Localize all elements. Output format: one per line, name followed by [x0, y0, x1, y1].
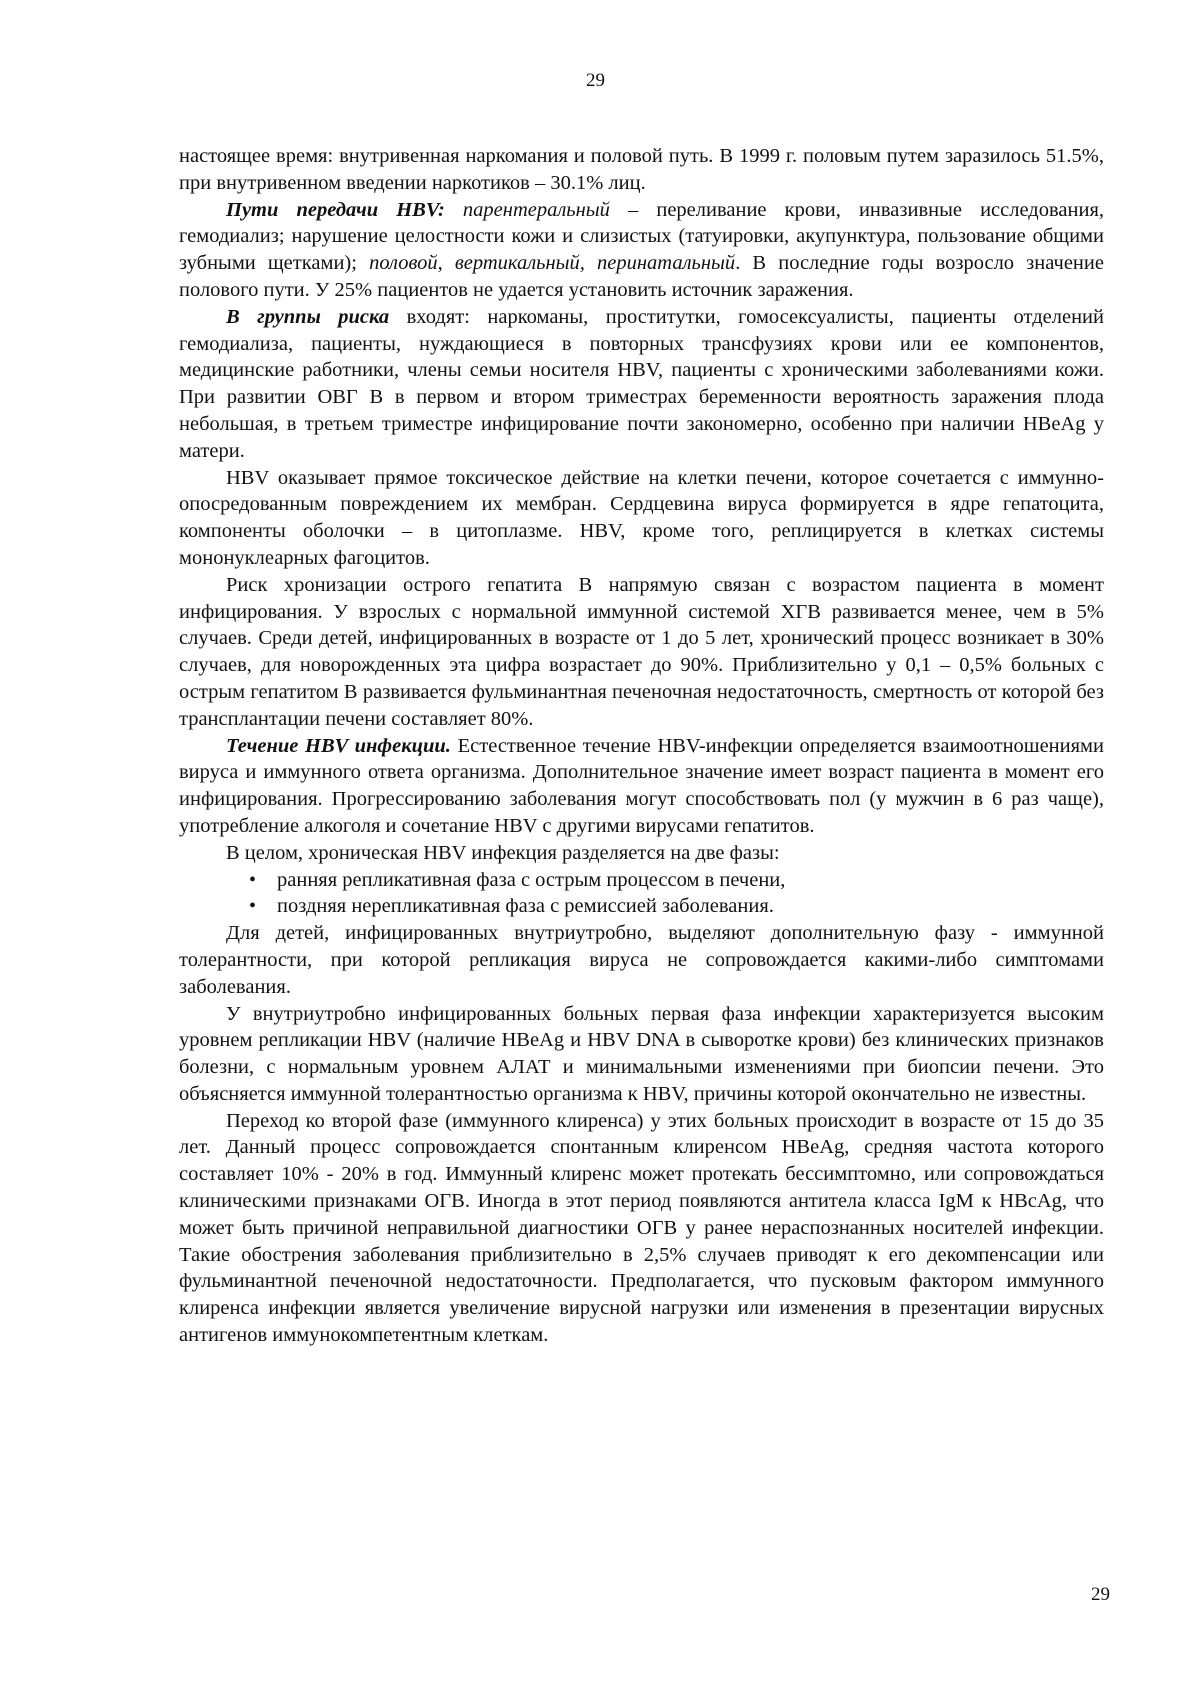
- page-body: [179, 143, 1104, 1349]
- transmission-text-2: . В последние годы возросло значение полового пути. У 25% пациентов не удается установить источник заражения.: [179, 252, 1104, 301]
- heading-transmission-routes: Пути передачи HBV:: [226, 198, 445, 221]
- page-number-top: 29: [586, 70, 605, 91]
- heading-risk-groups: В группы риска: [226, 305, 390, 328]
- term-parenteral: парентеральный: [462, 198, 610, 221]
- phases-list: [179, 867, 1104, 921]
- page-number-bottom: 29: [1091, 1584, 1110, 1605]
- paragraph-immune-tolerance: Для детей, инфицированных внутриутробно, выделяют дополнительную фазу - иммунной толерантности, при которой репликация вируса не сопровождается какими-либо симптомами заболевания.: [179, 922, 1104, 998]
- paragraph-chronization-risk: Риск хронизации острого гепатита В напрямую связан с возрастом пациента в момент инфицирования. У взрослых с нормальной иммунной системой ХГВ развивается менее, чем в 5% случаев. Среди детей, инфицированных в возрасте от 1 до 5 лет, хронический процесс возникает в 30% случаев, для новорожденных эта цифра возрастает до 90%. Приблизительно у 0,1 – 0,5% больных с острым гепатитом В развивается фульминантная печеночная недостаточность, смертность от которой без трансплантации печени составляет 80%.: [179, 573, 1104, 730]
- paragraph-hbv-action: HBV оказывает прямое токсическое действие на клетки печени, которое сочетается с иммунно-опосредованным повреждением их мембран. Сердцевина вируса формируется в ядре гепатоцита, компоненты оболочки – в цитоплазме. HBV, кроме того, реплицируется в клетках системы мононуклеарных фагоцитов.: [179, 466, 1104, 569]
- paragraph-infection-course: [179, 733, 1104, 840]
- list-item: • поздняя нерепликативная фаза с ремиссией заболевания.: [249, 893, 1104, 920]
- paragraph-transmission-routes: [179, 197, 1104, 304]
- risk-groups-text: входят: наркоманы, проститутки, гомосексуалисты, пациенты отделений гемодиализа, пациенты, нуждающиеся в повторных трансфузиях крови или ее компонентов, медицинские работники, члены семьи носителя HBV, пациенты с хроническими заболеваниями кожи. При развитии ОВГ В в первом и втором триместрах беременности вероятность заражения плода небольшая, в третьем триместре инфицирование почти закономерно, особенно при наличии HBeAg у матери.: [179, 305, 1104, 462]
- transmission-text-1: – переливание крови, инвазивные исследования, гемодиализ; нарушение целостности кожи и слизистых (татуировки, акупунктура, пользование общими зубными щетками);: [179, 198, 1104, 275]
- paragraph-continuation: настоящее время: внутривенная наркомания и половой путь. В 1999 г. половым путем заразилось 51.5%, при внутривенном введении наркотиков – 30.1% лиц.: [179, 145, 1104, 194]
- paragraph-first-phase: У внутриутробно инфицированных больных первая фаза инфекции характеризуется высоким уровнем репликации HBV (наличие HBeAg и HBV DNA в сыворотке крови) без клинических признаков болезни, с нормальным уровнем АЛАТ и минимальными изменениями при биопсии печени. Это объясняется иммунной толерантностью организма к HBV, причины которой окончательно не известны.: [179, 1002, 1104, 1105]
- paragraph-risk-groups: [179, 304, 1104, 465]
- paragraph-second-phase: Переход ко второй фазе (иммунного клиренса) у этих больных происходит в возрасте от 15 до 35 лет. Данный процесс сопровождается спонтанным клиренсом HBeAg, средняя частота которого составляет 10% - 20% в год. Иммунный клиренс может протекать бессимптомно, или сопровождаться клиническими признаками ОГВ. Иногда в этот период появляются антитела класса IgM к HBcAg, что может быть причиной неправильной диагностики ОГВ у ранее нераспознанных носителей инфекции. Такие обострения заболевания приблизительно в 2,5% случаев приводят к его декомпенсации или фульминантной печеночной недостаточности. Предполагается, что пусковым фактором иммунного клиренса инфекции является увеличение вирусной нагрузки или изменения в презентации вирусных антигенов иммунокомпетентным клеткам.: [179, 1109, 1104, 1347]
- infection-course-text: Естественное течение HBV-инфекции определяется взаимоотношениями вируса и иммунного ответа организма. Дополнительное значение имеет возраст пациента в момент его инфицирования. Прогрессированию заболевания могут способствовать пол (у мужчин в 6 раз чаще), употребление алкоголя и сочетание HBV с другими вирусами гепатитов.: [179, 734, 1105, 837]
- heading-infection-course: Течение HBV инфекции.: [226, 734, 451, 757]
- list-item: • ранняя репликативная фаза с острым процессом в печени,: [249, 867, 1104, 894]
- term-other-routes: половой, вертикальный, перинатальный: [369, 252, 736, 275]
- paragraph-phases-intro: В целом, хроническая HBV инфекция разделяется на две фазы:: [226, 841, 780, 864]
